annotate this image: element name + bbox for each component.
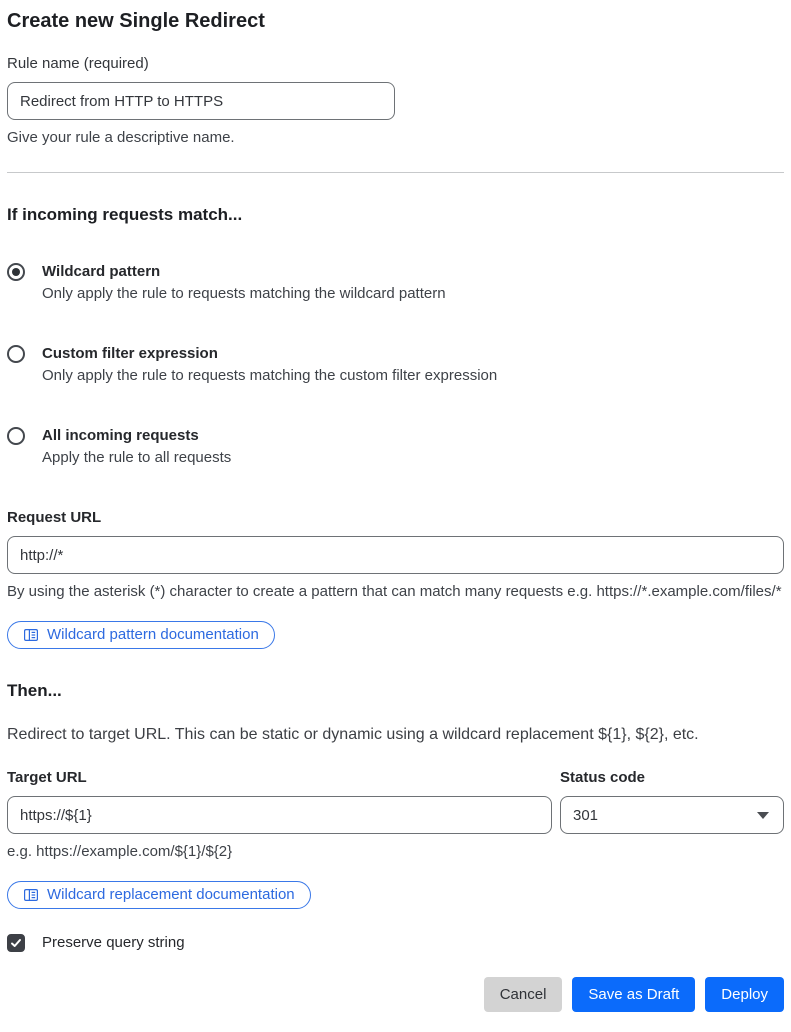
radio-description: Only apply the rule to requests matching the wildcard pattern: [42, 285, 446, 302]
wildcard-pattern-doc-button[interactable]: [7, 621, 275, 649]
target-status-row: [7, 768, 784, 863]
page-title: Create new Single Redirect: [7, 10, 265, 32]
target-url-help: e.g. https://example.com/${1}/${2}: [7, 843, 233, 860]
rule-name-input[interactable]: [7, 82, 395, 120]
then-description: Redirect to target URL. This can be static or dynamic using a wildcard replacement ${1}, ${2}, etc.: [7, 726, 699, 743]
then-section-heading: Then...: [7, 681, 62, 700]
checkmark-icon: [10, 937, 22, 949]
wildcard-replacement-doc-button[interactable]: [7, 881, 311, 909]
radio-label: Custom filter expression: [42, 345, 218, 362]
rule-name-help: Give your rule a descriptive name.: [7, 129, 235, 146]
radio-label: Wildcard pattern: [42, 263, 161, 280]
match-type-radio-group: [7, 262, 784, 470]
match-section-heading: If incoming requests match...: [7, 205, 243, 224]
deploy-button[interactable]: Deploy: [705, 977, 784, 1012]
book-icon: [23, 887, 39, 903]
preserve-query-row[interactable]: [7, 933, 784, 953]
radio-button-custom-filter[interactable]: [7, 345, 25, 363]
doc-button-label: Wildcard pattern documentation: [47, 626, 259, 643]
target-url-field: [7, 768, 552, 863]
doc-button-label: Wildcard replacement documentation: [47, 886, 295, 903]
radio-button-all-requests[interactable]: [7, 427, 25, 445]
request-url-help: By using the asterisk (*) character to create a pattern that can match many requests e.g. https://*.example.com/files/*: [7, 583, 782, 600]
radio-description: Apply the rule to all requests: [42, 449, 232, 466]
request-url-input[interactable]: [7, 536, 784, 574]
status-code-label: Status code: [560, 769, 646, 786]
book-icon: [23, 627, 39, 643]
request-url-field: [7, 508, 784, 603]
cancel-button[interactable]: Cancel: [484, 977, 563, 1012]
radio-button-wildcard-pattern[interactable]: [7, 263, 25, 281]
radio-option-custom-filter[interactable]: [7, 344, 784, 388]
status-code-field: [560, 768, 784, 834]
status-code-value: 301: [573, 806, 599, 824]
radio-description: Only apply the rule to requests matching the custom filter expression: [42, 367, 498, 384]
preserve-query-label: Preserve query string: [42, 934, 185, 951]
preserve-query-checkbox[interactable]: [7, 934, 25, 952]
rule-name-label: Rule name (required): [7, 55, 149, 72]
form-action-bar: [7, 977, 784, 1012]
section-divider: [7, 172, 784, 173]
chevron-down-icon: [757, 812, 769, 819]
radio-option-wildcard-pattern[interactable]: [7, 262, 784, 306]
rule-name-section: [7, 54, 784, 149]
request-url-label: Request URL: [7, 509, 102, 526]
target-url-label: Target URL: [7, 769, 87, 786]
radio-label: All incoming requests: [42, 427, 199, 444]
radio-option-all-requests[interactable]: [7, 426, 784, 470]
target-url-input[interactable]: [7, 796, 552, 834]
save-draft-button[interactable]: Save as Draft: [572, 977, 695, 1012]
status-code-select[interactable]: [560, 796, 784, 834]
